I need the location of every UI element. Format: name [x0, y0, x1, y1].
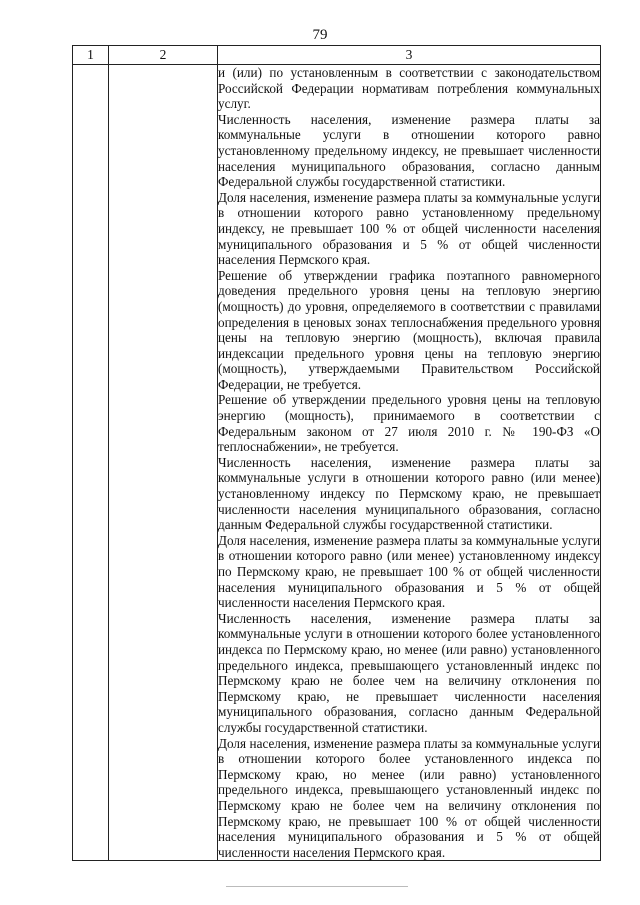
- page-number: 79: [312, 27, 328, 43]
- paragraph: Решение об утверждении графика поэтапного равномерного доведения предельного уровня цены на тепловую энергию (мощность) до уровня, определяемого в соответствии с правилами определения в ценовых зонах теплоснабжения предельного уровня цены на тепловую энергию (мощность), включая правила индексации предельного уровня цены на тепловую энергию (мощность), утверждаемыми Правительством Российской Федерации, не требуется.: [218, 267, 600, 392]
- column-header-2: 2: [109, 46, 218, 65]
- paragraph: Доля населения, изменение размера платы за коммунальные услуги в отношении которого равно (или менее) установленному индексу по Пермскому краю, не превышает 100 % от общей численности населения муниципального образования и 5 % от общей численности населения Пермского края.: [218, 532, 600, 611]
- paragraph: Решение об утверждении предельного уровня цены на тепловую энергию (мощность), принимаемого в соответствии с Федеральным законом от 27 июля 2010 г. № 190-ФЗ «О теплоснабжении», не требуется.: [218, 392, 600, 455]
- column-header-3: 3: [218, 46, 601, 65]
- paragraph: Численность населения, изменение размера платы за коммунальные услуги в отношении которого более установленного индекса по Пермскому краю, но менее (или равно) установленного предельного индекса, превышающего установленный индекс по Пермскому краю не более чем на величину отклонения по Пермскому краю, не превышает численности населения муниципального образования, согласно данным Федеральной службы государственной статистики.: [218, 610, 600, 735]
- table-header-row: [73, 46, 601, 65]
- paragraph: Численность населения, изменение размера платы за коммунальные услуги в отношении которого равно установленному предельному индексу, не превышает численности населения муниципального образования, согласно данным Федеральной службы государственной статистики.: [218, 111, 600, 190]
- document-table: [72, 45, 601, 861]
- cell-col-3: [218, 65, 601, 861]
- paragraph: Численность населения, изменение размера платы за коммунальные услуги в отношении которого равно (или менее) установленному индексу по Пермскому краю, не превышает численности населения муниципального образования, согласно данным Федеральной службы государственной статистики.: [218, 454, 600, 533]
- paragraph: и (или) по установленным в соответствии с законодательством Российской Федерации нормативам потребления коммунальных услуг.: [218, 65, 600, 112]
- paragraph: Доля населения, изменение размера платы за коммунальные услуги в отношении которого равно установленному предельному индексу, не превышает 100 % от общей численности населения муниципального образования и 5 % от общей численности населения Пермского края.: [218, 189, 600, 268]
- cell-col-1: [73, 65, 109, 861]
- cell-col-2: [109, 65, 218, 861]
- paragraph: Доля населения, изменение размера платы за коммунальные услуги в отношении которого более установленного индекса по Пермскому краю, но менее (или равно) установленного предельного индекса, превышающего установленный индекс по Пермскому краю не более чем на величину отклонения по Пермскому краю, не превышает 100 % от общей численности населения муниципального образования и 5 % от общей численности населения Пермского края.: [218, 735, 600, 860]
- table-row: [73, 65, 601, 861]
- column-header-1: 1: [73, 46, 109, 65]
- scan-artifact-line: [226, 886, 408, 887]
